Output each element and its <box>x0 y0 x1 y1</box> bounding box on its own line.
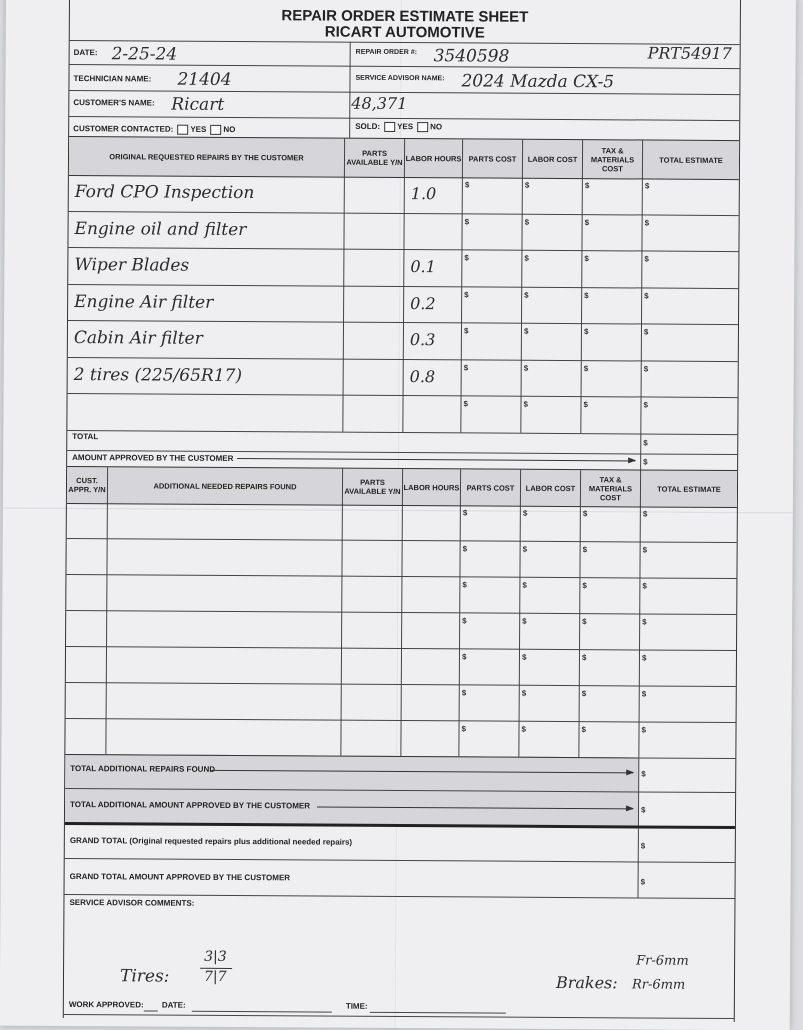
repair-order-value: 3540598 <box>433 46 510 67</box>
dollar-sign: $ <box>524 253 529 263</box>
dollar-sign: $ <box>521 688 527 698</box>
no-label: NO <box>430 122 443 132</box>
dollar-sign: $ <box>522 508 528 518</box>
contacted-label: CUSTOMER CONTACTED: <box>73 124 174 134</box>
mileage-value: 48,371 <box>351 93 408 114</box>
dollar-sign: $ <box>521 652 527 662</box>
dollar-sign: $ <box>640 877 646 887</box>
dollar-sign: $ <box>522 580 527 590</box>
customer-label: CUSTOMER'S NAME: <box>73 98 155 108</box>
dollar-sign: $ <box>462 616 467 626</box>
dollar-sign: $ <box>583 363 589 373</box>
dollar-sign: $ <box>522 544 528 554</box>
yes-label: YES <box>397 122 414 132</box>
column-line <box>640 433 641 471</box>
dollar-sign: $ <box>584 181 590 191</box>
dollar-sign: $ <box>644 290 649 301</box>
header-additional-repairs: ADDITIONAL NEEDED REPAIRS FOUND <box>107 467 342 504</box>
dollar-sign: $ <box>641 769 646 779</box>
info-divider <box>349 42 351 138</box>
dollar-sign: $ <box>641 689 647 699</box>
technician-value: 21404 <box>177 69 232 90</box>
dollar-sign: $ <box>463 399 468 409</box>
form <box>63 0 741 1022</box>
dollar-sign: $ <box>523 326 529 336</box>
dollar-sign: $ <box>461 688 467 698</box>
yes-label: YES <box>190 124 207 134</box>
dollar-sign: $ <box>462 508 468 518</box>
header-original-repairs: ORIGINAL REQUESTED REPAIRS BY THE CUSTOMER <box>109 151 304 162</box>
header-tax-materials: TAX & MATERIALS COST <box>580 470 640 506</box>
header-tax-materials: TAX & MATERIALS COST <box>582 140 642 178</box>
amount-approved-label: AMOUNT APPROVED BY THE CUSTOMER <box>72 453 234 463</box>
header-labor-cost: LABOR COST <box>520 470 580 506</box>
dollar-sign: $ <box>643 327 649 337</box>
dollar-sign: $ <box>461 652 467 662</box>
rule <box>70 64 740 69</box>
date-value: 2-25-24 <box>111 44 178 65</box>
time-line <box>370 1012 506 1014</box>
dollar-sign: $ <box>583 327 589 337</box>
company-name: RICART AUTOMOTIVE <box>324 23 485 42</box>
tires-label: Tires: <box>119 966 170 987</box>
labor-hours-value: 0.8 <box>409 366 436 386</box>
repair-description: Cabin Air filter <box>73 328 203 349</box>
header-total-estimate: TOTAL ESTIMATE <box>640 470 737 507</box>
header-labor-cost: LABOR COST <box>522 140 582 178</box>
grand-total-label: GRAND TOTAL (Original requested repairs plus additional needed repairs) <box>69 835 353 847</box>
dollar-sign: $ <box>582 509 588 519</box>
dollar-sign: $ <box>641 653 647 663</box>
total-label: TOTAL <box>72 432 99 442</box>
header-parts-cost: PARTS COST <box>460 469 520 505</box>
header-labor-hours: LABOR HOURS <box>402 469 460 505</box>
arrow-icon <box>237 458 635 461</box>
date-label: DATE: <box>73 48 98 58</box>
sold <box>355 122 442 133</box>
repair-order-label: REPAIR ORDER #: <box>355 48 418 57</box>
dollar-sign: $ <box>642 617 647 627</box>
dollar-sign: $ <box>582 545 588 555</box>
dollar-sign: $ <box>643 437 648 448</box>
original-table-header <box>69 136 739 180</box>
tires-front: 3|3 <box>204 948 227 965</box>
total-additional-found-label: TOTAL ADDITIONAL REPAIRS FOUND <box>70 763 216 774</box>
footer-date-label: DATE: <box>161 1000 186 1010</box>
labor-hours-value: 0.3 <box>409 330 436 350</box>
no-label: NO <box>223 125 236 135</box>
labor-hours-value: 0.2 <box>410 293 436 313</box>
dollar-sign: $ <box>524 290 529 300</box>
brakes-front: Fr-6mm <box>636 953 689 969</box>
dollar-sign: $ <box>524 180 530 190</box>
dollar-sign: $ <box>582 581 587 591</box>
totals-divider <box>638 757 639 825</box>
sold-no-checkbox[interactable] <box>417 122 428 132</box>
brakes-label: Brakes: <box>555 972 618 993</box>
labor-hours-value: 1.0 <box>410 184 437 204</box>
technician-label: TECHNICIAN NAME: <box>73 74 152 84</box>
dollar-sign: $ <box>583 400 588 410</box>
dollar-sign: $ <box>642 545 648 555</box>
dollar-sign: $ <box>461 724 467 734</box>
customer-value: Ricart <box>171 94 225 115</box>
tires-rear: 7|7 <box>203 968 227 985</box>
date-line <box>192 1011 332 1013</box>
dollar-sign: $ <box>581 653 587 663</box>
dollar-sign: $ <box>640 841 646 851</box>
grand-approved-label: GRAND TOTAL AMOUNT APPROVED BY THE CUSTOMER <box>69 871 291 883</box>
dollar-sign: $ <box>644 254 649 264</box>
total-additional-approved-label: TOTAL ADDITIONAL AMOUNT APPROVED BY THE CUSTOMER <box>70 799 311 811</box>
contacted-yes-checkbox[interactable] <box>177 125 188 135</box>
dollar-sign: $ <box>462 580 467 590</box>
dollar-sign: $ <box>644 217 650 228</box>
repair-description: Engine oil and filter <box>74 218 247 240</box>
grand-divider <box>637 827 638 897</box>
dollar-sign: $ <box>464 216 470 226</box>
form-title: REPAIR ORDER ESTIMATE SHEET <box>281 7 529 26</box>
dollar-sign: $ <box>584 217 590 227</box>
dollar-sign: $ <box>464 253 469 263</box>
dollar-sign: $ <box>463 362 469 372</box>
dollar-sign: $ <box>464 180 470 190</box>
dollar-sign: $ <box>643 363 649 374</box>
dollar-sign: $ <box>462 544 468 554</box>
dollar-sign: $ <box>584 254 589 264</box>
rule <box>69 116 739 121</box>
signature-line <box>144 1010 158 1011</box>
rule <box>64 1014 734 1019</box>
header-labor-hours: LABOR HOURS <box>404 139 462 177</box>
repair-description: Ford CPO Inspection <box>74 182 255 204</box>
header-parts-available: PARTS AVAILABLE Y/N <box>342 469 402 505</box>
dollar-sign: $ <box>643 400 648 410</box>
dollar-sign: $ <box>524 217 530 227</box>
header-total-estimate: TOTAL ESTIMATE <box>642 140 739 179</box>
dollar-sign: $ <box>581 689 587 699</box>
dollar-sign: $ <box>641 805 646 815</box>
dollar-sign: $ <box>642 509 648 519</box>
dollar-sign: $ <box>523 399 528 409</box>
header-parts-available: PARTS AVAILABLE Y/N <box>344 139 404 177</box>
dollar-sign: $ <box>582 617 587 627</box>
dollar-sign: $ <box>641 725 647 735</box>
work-approved-label: WORK APPROVED: <box>68 999 144 1010</box>
repair-description: Engine Air filter <box>74 291 214 313</box>
repair-description: Wiper Blades <box>74 255 190 276</box>
dollar-sign: $ <box>463 326 469 336</box>
dollar-sign: $ <box>581 725 587 735</box>
contacted-no-checkbox[interactable] <box>210 125 221 135</box>
sold-label: SOLD: <box>355 121 381 131</box>
dollar-sign: $ <box>464 289 469 299</box>
service-advisor-value: 2024 Mazda CX-5 <box>461 71 615 93</box>
brakes-rear: Rr-6mm <box>631 977 686 993</box>
repair-description: 2 tires (225/65R17) <box>73 364 243 386</box>
dollar-sign: $ <box>642 581 647 591</box>
dollar-sign: $ <box>644 181 650 191</box>
dollar-sign: $ <box>523 363 529 373</box>
footer-time-label: TIME: <box>345 1001 368 1011</box>
dollar-sign: $ <box>584 290 589 300</box>
header-parts-cost: PARTS COST <box>462 139 522 177</box>
reference-number: PRT54917 <box>647 43 732 64</box>
customer-contacted <box>73 124 235 135</box>
dollar-sign: $ <box>643 456 648 467</box>
dollar-sign: $ <box>521 724 527 734</box>
dollar-sign: $ <box>522 616 527 626</box>
labor-hours-value: 0.1 <box>410 257 436 277</box>
rule <box>65 858 735 863</box>
header-cust-appr: CUST. APPR. Y/N <box>68 476 106 495</box>
comments-label: SERVICE ADVISOR COMMENTS: <box>69 897 195 908</box>
sold-yes-checkbox[interactable] <box>384 122 395 132</box>
service-advisor-label: SERVICE ADVISOR NAME: <box>355 74 445 83</box>
